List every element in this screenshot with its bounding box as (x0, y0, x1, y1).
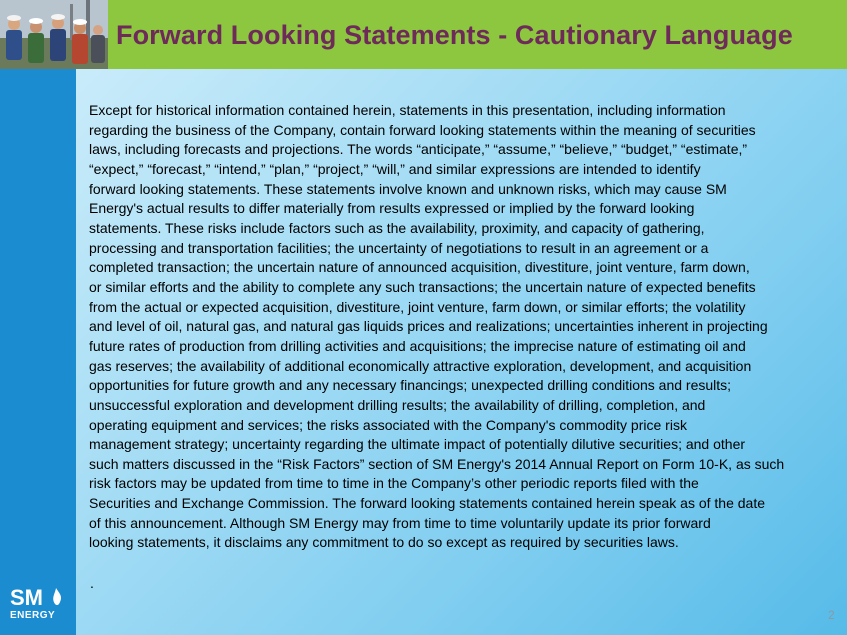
cautionary-statement-text: Except for historical information contained herein, statements in this presentation, including information regarding the business of the Company, contain forward looking statements within the meaning of securities laws, including forecasts and projections. The words “anticipate,” “assume,” “believe,” “budget,” “estimate,” “expect,” “forecast,” “intend,” “plan,” “project,” “will,” and similar expressions are intended to identify forward looking statements. These statements involve known and unknown risks, which may cause SM Energy's actual results to differ materially from results expressed or implied by the forward looking statements. These risks include factors such as the availability, proximity, and capacity of gathering, processing and transportation facilities; the uncertainty of negotiations to result in an agreement or a completed transaction; the uncertain nature of announced acquisition, divestiture, joint venture, farm down, or similar efforts and the ability to complete any such transactions; the uncertain nature of expected benefits from the actual or expected acquisition, divestiture, joint venture, farm down, or similar efforts; the volatility and level of oil, natural gas, and natural gas liquids prices and realizations; uncertainties inherent in projecting future rates of production from drilling activities and acquisitions; the imprecise nature of estimating oil and gas reserves; the availability of additional economically attractive exploration, development, and acquisition opportunities for future growth and any necessary financings; unexpected drilling conditions and results; unsuccessful exploration and development drilling results; the availability of drilling, completion, and operating equipment and services; the risks associated with the Company's commodity price risk management strategy; uncertainty regarding the ultimate impact of potentially dilutive securities; and other such matters discussed in the “Risk Factors” section of SM Energy's 2014 Annual Report on Form 10-K, as such risk factors may be updated from time to time in the Company’s other periodic reports filed with the Securities and Exchange Commission. The forward looking statements contained herein speak as of the date of this announcement. Although SM Energy may from time to time voluntarily update its prior forward looking statements, it disclaims any commitment to do so except as required by securities laws. (89, 102, 785, 551)
logo-line1: SM (10, 585, 43, 610)
trailing-period: . (90, 575, 94, 591)
sm-energy-logo (8, 582, 68, 622)
slide-title: Forward Looking Statements - Cautionary Language (116, 20, 793, 50)
company-logo-graphic (8, 582, 68, 622)
flame-icon (53, 588, 61, 605)
left-sidebar-band (0, 69, 76, 635)
workers-photo-illustration (0, 0, 108, 69)
header-bar (0, 0, 847, 69)
page-number: 2 (828, 608, 835, 622)
logo-line2: ENERGY (10, 610, 56, 621)
header-photo (0, 0, 108, 69)
